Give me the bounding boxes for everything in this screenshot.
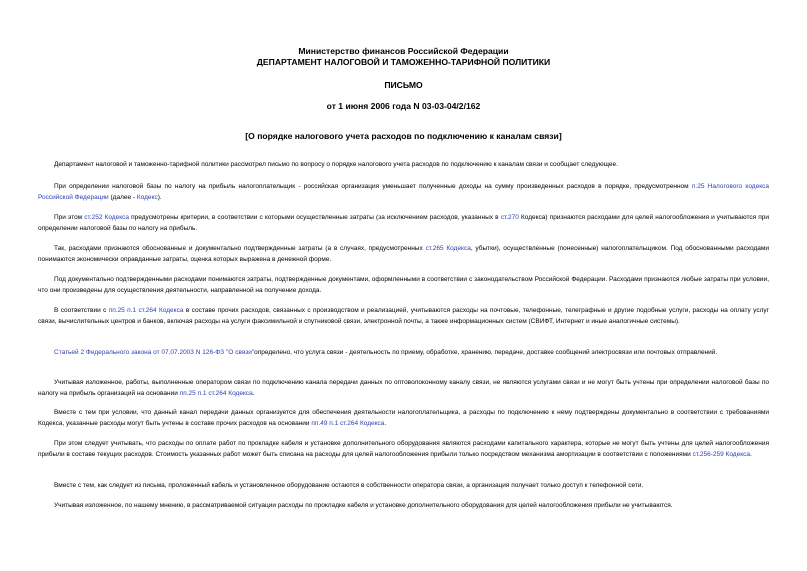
department-name: ДЕПАРТАМЕНТ НАЛОГОВОЙ И ТАМОЖЕННО-ТАРИФНОЙ ПОЛИТИКИ (256, 57, 551, 67)
paragraph-text: При этом следует учитывать, что расходы по оплате работ по прокладке кабеля и установке дополнительного оборудования являются расходами капитального характера, которые не могут быть учтены для целей налогообложения прибыли в составе текущих расходов. Стоимость указанных работ может быть списана на расходы для целей налогообложения прибыли только посредством механизма амортизации в соответствии с положениями (38, 440, 769, 458)
paragraph-text: (далее - (108, 194, 137, 201)
paragraph-text: Кодекса) признаются расходами для целей налогообложения и учитываются при определении налоговой базы по налогу на прибыль. (38, 214, 769, 232)
paragraph-9 (38, 407, 769, 429)
document-subject: [О порядке налогового учета расходов по подключению к каналам связи] (245, 131, 562, 141)
link-code[interactable]: Кодекс (136, 194, 158, 201)
paragraph-text: При этом (54, 214, 85, 221)
paragraph-1 (38, 159, 769, 170)
paragraph-text: Департамент налоговой и таможенно-тарифной политики рассмотрел письмо по вопросу о порядке налогового учета расходов по подключению к каналам связи и сообщает следующее. (54, 161, 618, 168)
link-art-264-49[interactable]: пп.49 п.1 ст.264 Кодекса (311, 420, 385, 427)
paragraph-text: . (384, 420, 387, 427)
document-page (38, 0, 769, 571)
link-art-256-259[interactable]: ст.256-259 Кодекса (692, 451, 750, 458)
paragraph-4 (38, 243, 769, 265)
paragraph-text: . (252, 390, 255, 397)
paragraph-2 (38, 181, 769, 203)
paragraph-6 (38, 305, 769, 327)
paragraph-text: Вместе с тем при условии, что данный канал передачи данных организуется для обеспечения деятельности налогоплательщика, а расходы по подключению к нему подтверждены документально в соответствии с требованиями Кодекса, указанные расходы могут быть учтены в составе прочих расходов на основании (38, 409, 769, 427)
document-type: ПИСЬМО (384, 80, 423, 90)
paragraph-8 (38, 377, 769, 399)
ministry-name: Министерство финансов Российской Федерации (298, 46, 509, 56)
paragraph-text: При определении налоговой базы по налогу на прибыль налогоплательщик - российская организация уменьшает полученные доходы на сумму произведенных расходов в порядке, предусмотренном (54, 183, 692, 190)
paragraph-text: Вместе с тем, как следует из письма, проложенный кабель и установленное оборудование остаются в собственности оператора связи, а организация получает только доступ к телефонной сети. (54, 482, 644, 489)
link-art-270[interactable]: ст.270 (500, 214, 519, 221)
paragraph-text: Так, расходами признаются обоснованные и документально подтвержденные затраты (а в случаях, предусмотренных (54, 245, 426, 252)
paragraph-11 (38, 480, 769, 491)
link-art-264-25b[interactable]: пп.25 п.1 ст.264 Кодекса (179, 390, 253, 397)
paragraph-5 (38, 274, 769, 296)
paragraph-text: предусмотрены критерии, в соответствии с которыми осуществленные затраты (за исключением расходов, указанных в (129, 214, 501, 221)
paragraph-text: ). (157, 194, 162, 201)
paragraph-12 (38, 500, 769, 511)
link-art-252[interactable]: ст.252 Кодекса (84, 214, 130, 221)
link-art-265[interactable]: ст.265 Кодекса (425, 245, 471, 252)
link-tax-code[interactable]: п.25 Налогового кодекса Российской Федерации (38, 183, 769, 201)
link-federal-law[interactable]: Статьей 2 Федерального закона от 07.07.2003 N 126-ФЗ "О связи" (54, 349, 255, 356)
paragraph-text: в составе прочих расходов, связанных с производством и реализацией, учитываются расходы на почтовые, телефонные, телеграфные и другие подобные услуги, расходы на оплату услуг связи, вычислительных центров и банков, включая расходы на услуги факсимильной и спутниковой связи, электронной почты, а также информационных систем (СВИФТ, Интернет и иные аналогичные системы). (38, 307, 770, 325)
document-date-number: от 1 июня 2006 года N 03-03-04/2/162 (326, 101, 481, 111)
paragraph-10 (38, 438, 769, 460)
link-art-264-25[interactable]: пп.25 п.1 ст.264 Кодекса (108, 307, 184, 314)
paragraph-text: Учитывая изложенное, работы, выполненные оператором связи по подключению канала передачи данных по оптоволоконному каналу связи, не являются услугами связи и не могут быть учтены при определении налоговой базы по налогу на прибыль организаций на основании (38, 379, 769, 397)
paragraph-text: В соответствии с (54, 307, 109, 314)
paragraph-7 (38, 347, 769, 358)
paragraph-text: Под документально подтвержденными расходами понимаются затраты, подтвержденные документами, оформленными в соответствии с законодательством Российской Федерации. Расходами признаются любые затраты при условии, что они произведены для осуществления деятельности, направленной на получение дохода. (38, 276, 769, 294)
paragraph-text: , убытки), осуществленные (понесенные) налогоплательщиком. Под обоснованными расходами понимаются экономически оправданные затраты, оценка которых выражена в денежной форме. (38, 245, 769, 263)
paragraph-text: . (750, 451, 752, 458)
paragraph-text: определено, что услуга связи - деятельность по приему, обработке, хранению, передаче, доставке сообщений электросвязи или почтовых отправлений. (254, 349, 718, 356)
paragraph-text: Учитывая изложенное, по нашему мнению, в рассматриваемой ситуации расходы по прокладке кабеля и установке дополнительного оборудования для целей налогообложения прибыли не учитываются. (54, 502, 673, 509)
paragraph-3 (38, 212, 769, 234)
